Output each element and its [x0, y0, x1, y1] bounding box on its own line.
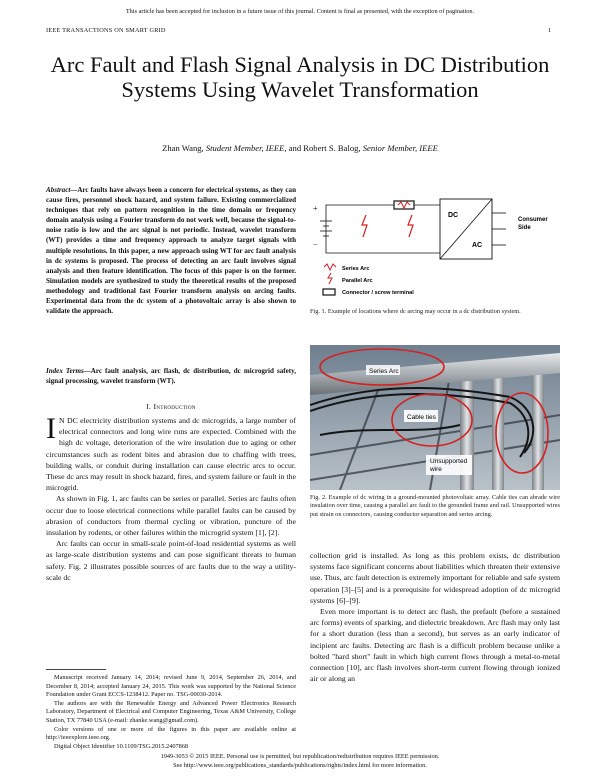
right-paragraph-1: collection grid is installed. As long as this problem exists, dc distribution systems face significant concerns about liabilities which threaten their extensive use. Thus, arc fault detection is extremely important for reliable and safe system operation [3]–[5] and is a prerequisite for widespread adoption of dc microgrid systems [6]–[9].	[310, 551, 560, 605]
footnote-rule	[46, 669, 106, 670]
abstract	[46, 185, 296, 316]
footnote-color: Color versions of one or more of the figures in this paper are available online at http://ieeexplore.ieee.org.	[46, 725, 296, 742]
cable-ties-label: Cable ties	[407, 414, 436, 421]
drop-cap: I	[46, 412, 56, 445]
footnote-received: Manuscript received January 14, 2014; revised June 9, 2014, September 26, 2014, and December 8, 2014; accepted January 24, 2015. This work was supported by the National Science Foundation under Grant ECCS-1238412. Paper no. TSG-00030-2014.	[46, 674, 296, 699]
introduction-text	[46, 412, 296, 583]
author-2: Robert S. Balog,	[303, 143, 361, 153]
battery-symbol	[320, 215, 332, 245]
right-paragraph-2: Even more important is to detect arc flash, the prefault (before a sustained arc forms) events of sparking, and dielectric breakdown. Arc flash may only last for a short duration (less than a second), but serves as an early indicator of incipient arc faults. Detecting arc flash is a difficult problem because unlike a bolted "hard short" fault in which high current flows through a metal-to-metal connection [10], arc flash involves short-term current flowing through ionized air or along an	[310, 607, 560, 684]
bus-wires	[326, 205, 440, 253]
acceptance-banner: This article has been accepted for inclusion in a future issue of this journal. Content is final as presented, with the exception of pagination.	[125, 8, 475, 15]
footnote-doi: Digital Object Identifier 10.1109/TSG.2015.2407868	[54, 742, 189, 750]
legend-connector-label: Connector / screw terminal	[342, 290, 414, 296]
legend-series-arc-icon	[324, 264, 336, 270]
consumer-side-label: Consumer Side	[518, 217, 548, 231]
parallel-arc-mark-1	[362, 215, 367, 237]
figure-1-schematic	[310, 185, 560, 305]
figure-2-photo	[310, 345, 560, 490]
legend-parallel-arc-label: Parallel Arc	[342, 278, 373, 284]
running-head: IEEE TRANSACTIONS ON SMART GRID	[46, 27, 166, 34]
author-2-role: Senior Member, IEEE	[362, 143, 438, 153]
intro-paragraph-2: As shown in Fig. 1, arc faults can be series or parallel. Series arc faults often occur due to loose electrical connections while parallel faults can be caused by abrasion of conductors from thermal cycling or vibration, puncture of the insulation by rodents, or other failures within the microgrid system [1], [2].	[46, 494, 296, 538]
author-line	[50, 143, 550, 153]
series-arc-label: Series Arc	[369, 368, 399, 375]
legend-parallel-arc-icon	[328, 273, 332, 284]
intro-paragraph-1: I N DC electricity distribution systems and dc microgrids, a large number of electrical connectors and long wire runs are expected. Combined with the high dc voltage, deterioration of the wire insulation due to aging or other circumstances such as rodent bites and abrasion due to chaffing with trees, building walls, or conduit during installation can cause electric arcs to occur. These dc arcs may result in shock hazard, fires, and system failure or fault in the microgrid.	[46, 412, 296, 493]
author-1: Zhan Wang,	[162, 143, 204, 153]
index-terms-label: Index Terms—	[46, 367, 91, 375]
dc-label: DC	[448, 212, 459, 219]
plus-sign: +	[313, 204, 318, 213]
page-number: 1	[548, 27, 552, 34]
abstract-text: Arc faults have always been a concern for electrical systems, as they can cause fires, personnel shock hazard, and system failure. Existing commercialized techniques that rely on pattern recognition in the time domain or frequency domain analysis using a Fourier transform do not work well, because the signal-to-noise ratio is low and the arc signal is not periodic. Instead, wavelet transform (WT) provides a time and frequency approach to analyze target signals with multiple resolutions. In this paper, a new approach using WT for arc fault analysis in dc systems is proposed. The process of detecting an arc fault involves signal analysis and then feature identification. The focus of this paper is on the former. Simulation models are synthesized to study the theoretical results of the proposed methodology and traditional fast Fourier transform analysis on arcing faults. Experimental data from the dc system of a photovoltaic array is also shown to validate the approach.	[46, 186, 296, 316]
legend-series-arc-label: Series Arc	[342, 266, 370, 272]
output-wires	[492, 213, 506, 245]
paper-title: Arc Fault and Flash Signal Analysis in DC Distribution Systems Using Wavelet Transformation	[50, 52, 550, 102]
index-terms	[46, 366, 296, 386]
footnote	[46, 674, 296, 751]
copyright-line-2: See http://www.ieee.org/publications_standards/publications/rights/index.html for more information.	[173, 762, 427, 769]
parallel-arc-mark-2	[408, 215, 413, 237]
footnote-affiliation: The authors are with the Renewable Energy and Advanced Power Electronics Research Laboratory, Department of Electrical and Computer Engineering, Texas A&M University, College Station, TX 77840 USA (e-mail: zhanke.wang@gmail.com).	[46, 699, 296, 724]
copyright-line-1: 1949-3053 © 2015 IEEE. Personal use is permitted, but republication/redistribution requires IEEE permission.	[160, 753, 440, 760]
author-1-role: Student Member, IEEE,	[205, 143, 287, 153]
abstract-label: Abstract—	[46, 186, 78, 194]
author-and: and	[288, 143, 302, 153]
minus-sign: −	[313, 240, 318, 249]
index-terms-text: Arc fault analysis, arc flash, dc distribution, dc microgrid safety, signal processing, wavelet transform (WT).	[46, 367, 296, 386]
copyright-footer	[0, 752, 600, 770]
vertical-post-2	[492, 365, 504, 490]
legend-connector-icon	[323, 289, 335, 295]
intro-paragraph-3: Arc faults can occur in small-scale point-of-load residential systems as well as large-scale distribution systems and can pose significant threats to human safety. Fig. 2 illustrates possible sources of arc faults due to the way a utility-scale dc	[46, 539, 296, 582]
right-column-text	[310, 550, 560, 684]
figure-2-caption: Fig. 2. Example of dc wiring in a ground-mounted photovoltaic array. Cable ties can abrade wire insulation over time, causing a parallel arc fault to the grounded frame and rail. Unsupported wires put strain on connectors, causing conductor separation and series arcing.	[310, 494, 560, 518]
ac-label: AC	[472, 242, 483, 249]
unsupported-wire-label: Unsupported wire	[430, 458, 468, 473]
figure-1-caption: Fig. 1. Example of locations where dc arcing may occur in a dc distribution system.	[310, 308, 521, 315]
section-heading: I. Introduction	[146, 402, 196, 411]
